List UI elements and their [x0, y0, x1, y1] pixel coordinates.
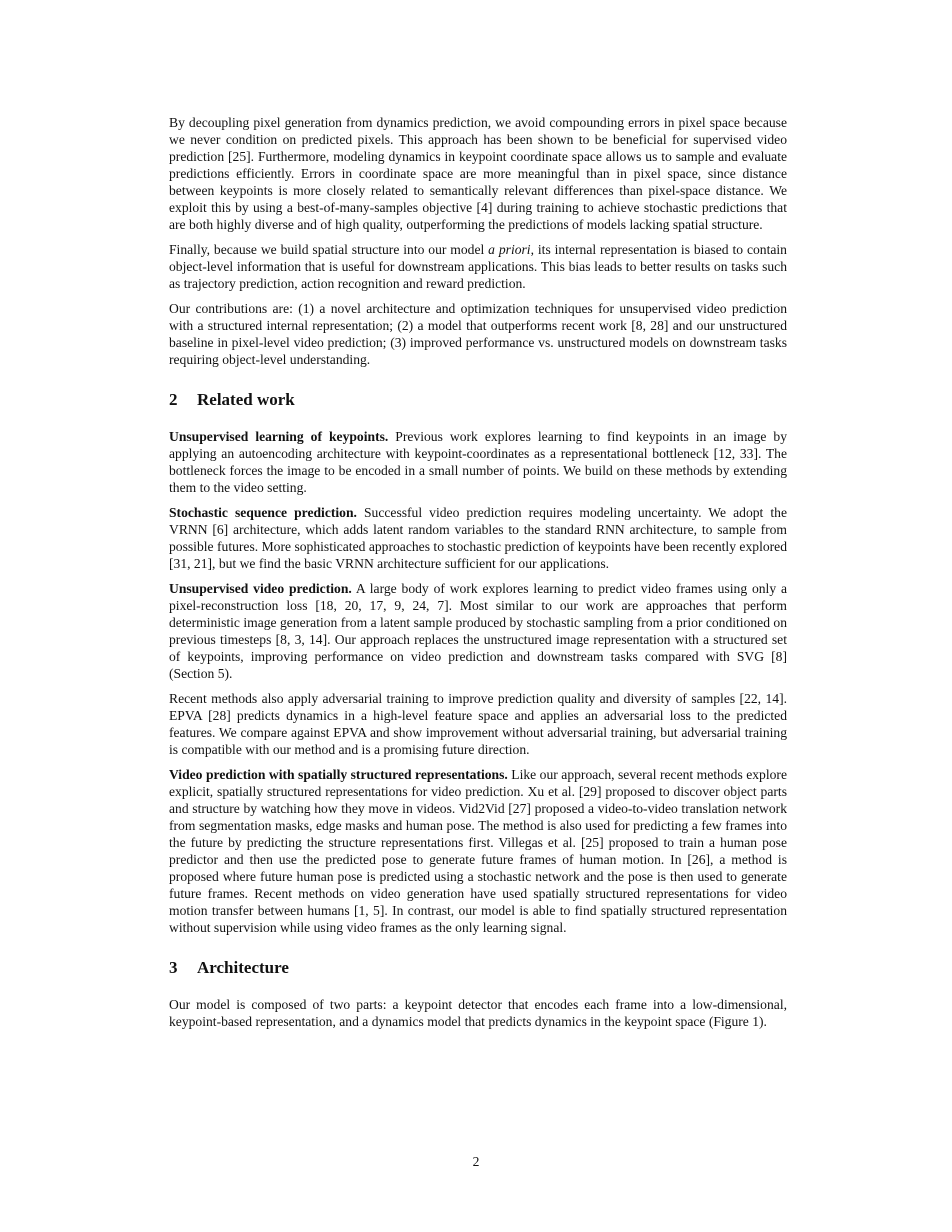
related-paragraph — [169, 428, 787, 496]
related-lead: Video prediction with spatially structured representations. — [169, 767, 508, 782]
architecture-paragraph-1: Our model is composed of two parts: a keypoint detector that encodes each frame into a low-dimensional, keypoint-based representation, and a dynamics model that predicts dynamics in the keypoint space (Figure 1). — [169, 997, 787, 1029]
related-text: Recent methods also apply adversarial training to improve prediction quality and diversity of samples [22, 14]. EPVA [28] predicts dynamics in a high-level feature space and applies an adversarial loss to the predicted features. We compare against EPVA and show improvement without adversarial training, but adversarial training is compatible with our method and is a promising future direction. — [169, 691, 787, 757]
intro-paragraph-2 — [169, 241, 787, 292]
related-text: Like our approach, several recent methods explore explicit, spatially structured representations for video prediction. Xu et al. [29] proposed to discover object parts and structure by watching how they move in videos. Vid2Vid [27] proposed a video-to-video translation network from segmentation masks, edge masks and human pose. The method is also used for predicting a few frames into the future by predicting the structure representations first. Villegas et al. [25] proposed to train a human pose predictor and then use the predicted pose to generate future frames of human motion. In [26], a method is proposed where future human pose is predicted using a stochastic network and the pose is then used to generate future frames. Recent methods on video generation have used spatially structured representations for video motion transfer between humans [1, 5]. In contrast, our model is able to find spatially structured representation without supervision while using video frames as the only learning signal. — [169, 767, 787, 935]
page-number: 2 — [472, 1154, 480, 1169]
intro-p2-emphasis: a priori — [488, 242, 531, 257]
related-paragraph — [169, 766, 787, 936]
related-lead: Stochastic sequence prediction. — [169, 505, 357, 520]
section-3-number: 3 — [169, 958, 178, 977]
intro-paragraph-3: Our contributions are: (1) a novel architecture and optimization techniques for unsupervised video prediction with a structured internal representation; (2) a model that outperforms recent work [8, 28] and our unstructured baseline in pixel-level video prediction; (3) improved performance vs. unstructured models on downstream tasks requiring object-level understanding. — [169, 301, 787, 367]
related-text: Previous work explores learning to find keypoints in an image by applying an autoencoding architecture with keypoint-coordinates as a representational bottleneck [12, 33]. The bottleneck forces the image to be encoded in a small number of points. We build on these methods by extending them to the video setting. — [169, 429, 787, 495]
related-paragraph — [169, 690, 787, 758]
section-3-title: Architecture — [197, 958, 289, 977]
section-2-number: 2 — [169, 390, 178, 409]
intro-paragraph-1: By decoupling pixel generation from dynamics prediction, we avoid compounding errors in pixel space because we never condition on predicted pixels. This approach has been shown to be beneficial for supervised video prediction [25]. Furthermore, modeling dynamics in keypoint coordinate space allows us to sample and evaluate predictions efficiently. Errors in coordinate space are more meaningful than in pixel space, since distance between keypoints is more closely related to semantically relevant differences than pixel-space distance. We exploit this by using a best-of-many-samples objective [4] during training to achieve stochastic predictions that are both highly diverse and of high quality, outperforming the predictions of models lacking spatial structure. — [169, 115, 787, 232]
related-paragraph — [169, 580, 787, 682]
related-text: Successful video prediction requires modeling uncertainty. We adopt the VRNN [6] architecture, which adds latent random variables to the standard RNN architecture, to sample from possible futures. More sophisticated approaches to stochastic prediction of keypoints have been recently explored [31, 21], but we find the basic VRNN architecture sufficient for our applications. — [169, 505, 787, 571]
section-3-heading — [169, 958, 787, 978]
page-body — [169, 114, 787, 1038]
related-paragraph — [169, 504, 787, 572]
intro-p2-post: , its internal representation is biased to contain object-level information that is useful for downstream applications. This bias leads to better results on tasks such as trajectory prediction, action recognition and reward prediction. — [169, 242, 787, 291]
related-lead: Unsupervised learning of keypoints. — [169, 429, 389, 444]
section-2-title: Related work — [197, 390, 295, 409]
section-2-heading — [169, 390, 787, 410]
intro-p2-pre: Finally, because we build spatial structure into our model — [169, 242, 489, 257]
related-text: A large body of work explores learning to predict video frames using only a pixel-reconstruction loss [18, 20, 17, 9, 24, 7]. Most similar to our work are approaches that perform deterministic image generation from a latent sample produced by stochastic sampling from a prior conditioned on previous timesteps [8, 3, 14]. Our approach replaces the unstructured image representation with a structured set of keypoints, improving performance on video prediction and downstream tasks compared with SVG [8] (Section 5). — [169, 581, 788, 681]
related-lead: Unsupervised video prediction. — [169, 581, 352, 596]
